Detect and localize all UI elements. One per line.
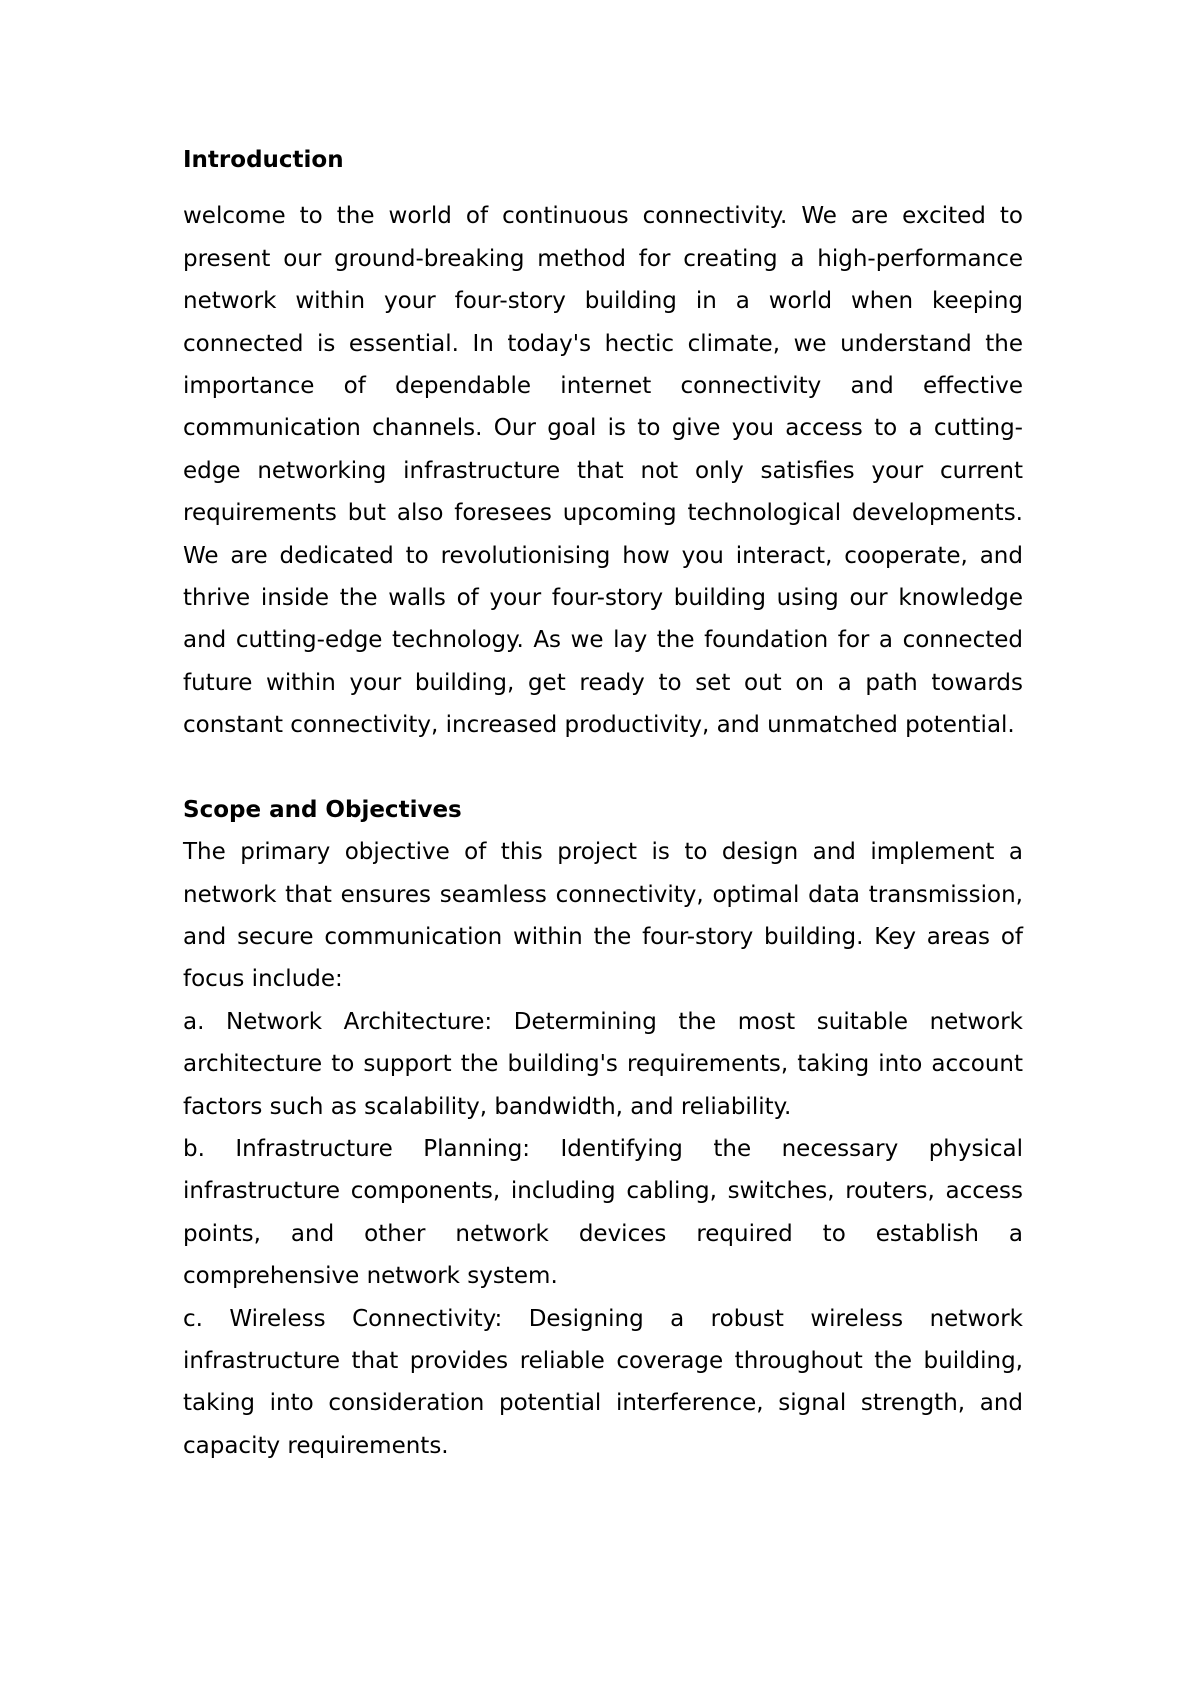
introduction-heading: Introduction [183,147,344,173]
scope-item-infrastructure-planning: b. Infrastructure Planning: Identifying the necessary physical infrastructure components, including cabling, switches, routers, access points, and other network devices required to establish a comprehensive network system. [183,1135,1023,1290]
scope-paragraph: The primary objective of this project is to design and implement a network that ensures seamless connectivity, optimal data transmission, and secure communication within the four-story building. Key areas of focus include: [183,839,1023,993]
introduction-paragraph: welcome to the world of continuous connectivity. We are excited to present our ground-breaking method for creating a high-performance network within your four-story building in a world when keeping connected is essential. In today's hectic climate, we understand the importance of dependable internet connectivity and effective communication channels. Our goal is to give you access to a cutting-edge networking infrastructure that not only satisfies your current requirements but also foresees upcoming technological developments. We are dedicated to revolutionising how you interact, cooperate, and thrive inside the walls of your four-story building using our knowledge and cutting-edge technology. As we lay the foundation for a connected future within your building, get ready to set out on a path towards constant connectivity, increased productivity, and unmatched potential. [183,203,1023,739]
document-body [183,139,1023,1467]
scope-heading: Scope and Objectives [183,796,462,823]
section-spacer [183,747,1023,789]
scope-item-network-architecture: a. Network Architecture: Determining the most suitable network architecture to support the building's requirements, taking into account factors such as scalability, bandwidth, and reliability. [183,1008,1023,1120]
scope-item-wireless-connectivity: c. Wireless Connectivity: Designing a robust wireless network infrastructure that provides reliable coverage throughout the building, taking into consideration potential interference, signal strength, and capacity requirements. [183,1305,1023,1459]
